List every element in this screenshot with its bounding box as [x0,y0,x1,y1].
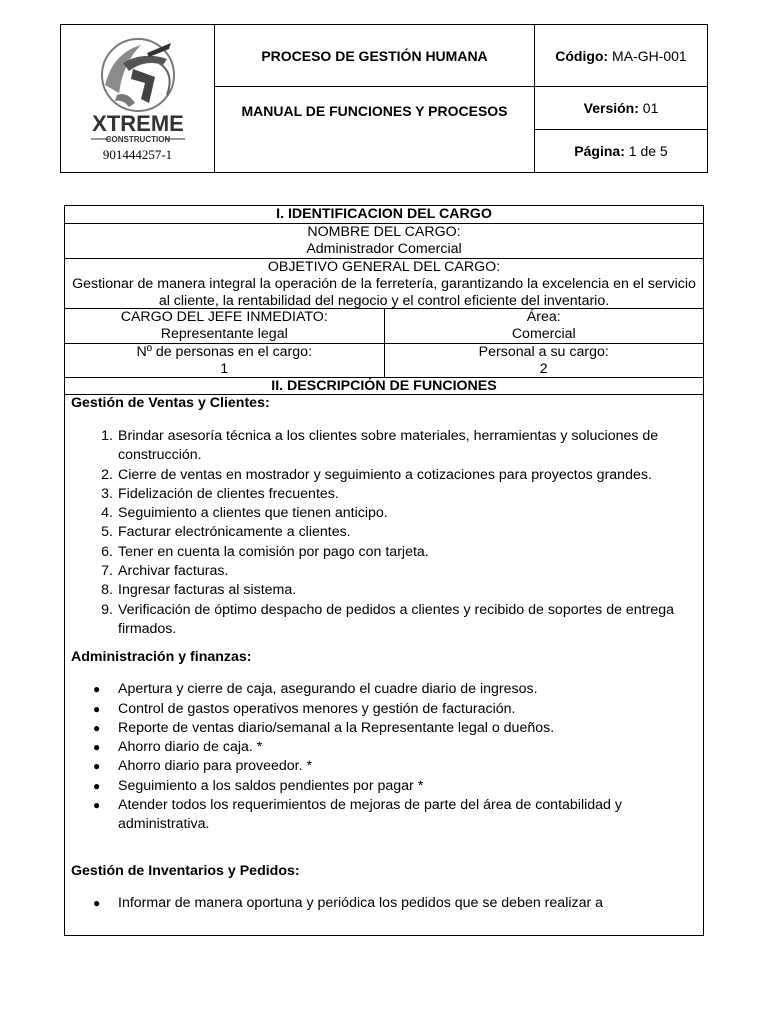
staff-value: 2 [539,361,548,377]
people-value: 1 [220,361,229,377]
job-name-label: NOMBRE DEL CARGO: [307,224,461,240]
version-label: Versión: [583,100,639,116]
logo-cell [61,25,215,173]
boss-cell [65,309,385,343]
list-item: 1. Brindar asesoría técnica a los clientes sobre materiales, herramientas y soluciones de construcción. [101,428,659,464]
logo-subtext: CONSTRUCTION [105,135,171,144]
functions-body [65,395,703,913]
inventory-section-title: Gestión de Inventarios y Pedidos: [71,862,300,879]
list-item: 7. Archivar facturas. [101,563,229,580]
code-value: MA-GH-001 [612,47,687,64]
job-name-value: Administrador Comercial [306,241,462,257]
objective-text: Gestionar de manera integral la operación de la ferretería, garantizando la excelencia en el servicio al cliente, la rentabilidad del negocio y el control eficiente del inventario. [72,276,696,309]
list-item: ● Reporte de ventas diario/semanal a la Representante legal o dueños. [93,719,555,736]
area-label: Área: [526,309,561,325]
list-item: ● Seguimiento a los saldos pendientes por pagar * [93,777,424,794]
list-item: 5. Facturar electrónicamente a clientes. [101,524,351,541]
version-value: 01 [642,100,659,116]
version-cell [535,87,708,130]
code-label: Código: [555,47,609,64]
list-item: ● Apertura y cierre de caja, asegurando el cuadre diario de ingresos. [93,681,538,698]
page-cell [535,130,708,173]
company-nit: 901444257-1 [102,147,173,162]
sales-list [71,427,697,639]
list-item: ● Control de gastos operativos menores y gestión de facturación. [93,700,516,717]
functions-section-title: II. DESCRIPCIÓN DE FUNCIONES [65,378,703,395]
list-item: 9. Verificación de óptimo despacho de pedidos a clientes y recibido de soportes de entrega firmados. [101,601,675,637]
logo-wordmark: XTREME [92,111,184,136]
process-title: PROCESO DE GESTIÓN HUMANA [215,25,535,87]
admin-section-title: Administración y finanzas: [71,649,252,666]
document-header [60,24,708,173]
objective-row [65,259,703,309]
area-cell [385,309,704,343]
list-item: 8. Ingresar facturas al sistema. [101,582,297,599]
company-logo [83,33,193,145]
area-value: Comercial [511,326,576,342]
list-item: 4. Seguimiento a clientes que tienen anticipo. [101,505,388,522]
list-item: 6. Tener en cuenta la comisión por pago con tarjeta. [101,543,429,560]
objective-label: OBJETIVO GENERAL DEL CARGO: [267,259,501,275]
boss-area-row [65,309,703,344]
list-item: ● Atender todos los requerimientos de mejoras de parte del área de contabilidad y administrativa. [93,797,622,833]
inventory-list [71,894,697,913]
admin-list [71,680,697,834]
list-item: ● Ahorro diario para proveedor. * [93,758,313,775]
people-cell [65,344,385,377]
job-name-row [65,224,703,259]
people-staff-row [65,344,703,378]
manual-title: MANUAL DE FUNCIONES Y PROCESOS [215,87,535,173]
code-cell [535,25,708,87]
staff-label: Personal a su cargo: [478,344,609,360]
boss-value: Representante legal [160,326,288,342]
list-item: ● Ahorro diario de caja. * [93,739,263,756]
identification-section-title: I. IDENTIFICACION DEL CARGO [65,206,703,224]
list-item: ● Informar de manera oportuna y periódica los pedidos que se deben realizar a [93,894,604,911]
page-value: 1 de 5 [628,143,668,159]
people-label: Nº de personas en el cargo: [136,344,313,360]
boss-label: CARGO DEL JEFE INMEDIATO: [120,309,328,325]
staff-cell [385,344,704,377]
page-label: Página: [574,143,625,159]
list-item: 2. Cierre de ventas en mostrador y seguimiento a cotizaciones para proyectos grandes. [101,466,652,483]
sales-section-title: Gestión de Ventas y Clientes: [71,395,270,411]
list-item: 3. Fidelización de clientes frecuentes. [101,485,339,502]
job-description-table [64,205,704,936]
